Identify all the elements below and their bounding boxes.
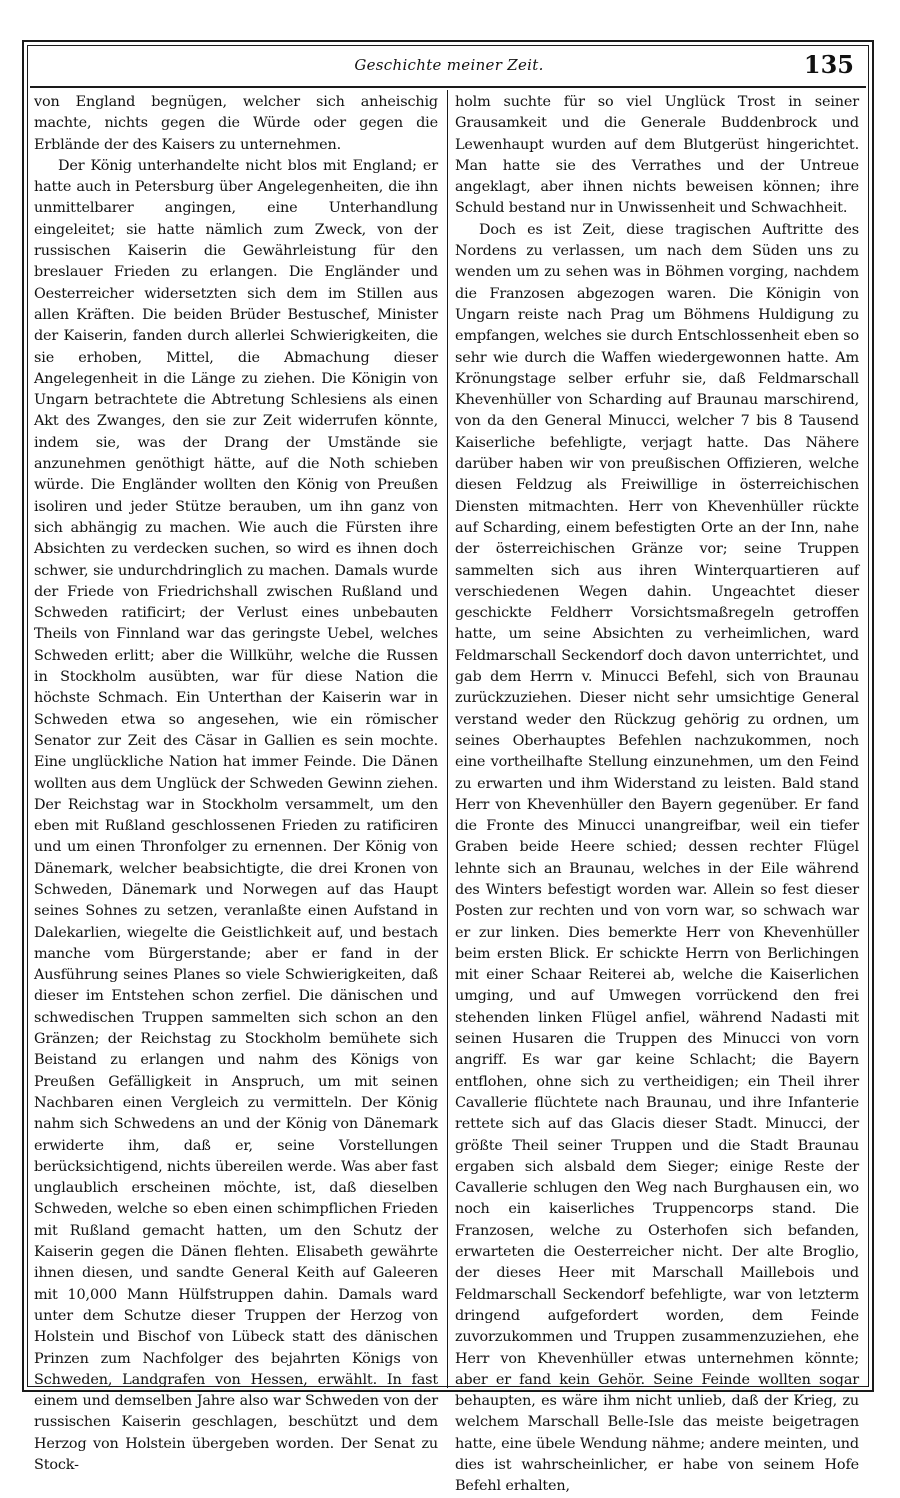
left-column	[34, 92, 438, 1473]
running-title: Geschichte meiner Zeit.	[354, 56, 544, 74]
paragraph: Der König unterhandelte nicht blos mit England; er hatte auch in Petersburg über Angelegenheiten, die ihn unmittelbarer angingen, eine Unterhandlung eingeleitet; sie hatte nämlich zum Zweck, von der russischen Kaiserin die Gewährleistung für den breslauer Frieden zu erlangen. Die Engländer und Oesterreicher widersetzten sich dem im Stillen aus allen Kräften. Die beiden Brüder Bestuschef, Minister der Kaiserin, fanden durch allerlei Schwierigkeiten, die sie erhoben, Mittel, die Abmachung dieser Angelegenheit in die Länge zu ziehen. Die Königin von Ungarn betrachtete die Abtretung Schlesiens als einen Akt des Zwanges, den sie zur Zeit widerrufen könnte, indem sie, was der Drang der Umstände sie anzunehmen genöthigt hätte, auf die Noth schieben würde. Die Engländer wollten den König von Preußen isoliren und jeder Stütze berauben, um ihn ganz von sich abhängig zu machen. Wie auch die Fürsten ihre Absichten zu verdecken suchen, so wird es ihnen doch schwer, sie undurchdringlich zu machen. Damals wurde der Friede von Friedrichshall zwischen Rußland und Schweden ratificirt; der Verlust eines unbebauten Theils von Finnland war das geringste Uebel, welches Schweden erlitt; aber die Willkühr, welche die Russen in Stockholm ausübten, war für diese Nation die höchste Schmach. Ein Unterthan der Kaiserin war in Schweden etwa so angesehen, wie ein römischer Senator zur Zeit des Cäsar in Gallien es sein mochte. Eine unglückliche Nation hat immer Feinde. Die Dänen wollten aus dem Unglück der Schweden Gewinn ziehen. Der Reichstag war in Stockholm versammelt, um den eben mit Rußland geschlossenen Frieden zu ratificiren und um einen Thronfolger zu ernennen. Der König von Dänemark, welcher beabsichtigte, die drei Kronen von Schweden, Dänemark und Norwegen auf das Haupt seines Sohnes zu setzen, veranlaßte einen Aufstand in Dalekarlien, wiegelte die Geistlichkeit auf, und bestach manche vom Bürgerstande; aber er fand in der Ausführung seines Planes so viele Schwierigkeiten, daß dieser im Entstehen schon zerfiel. Die dänischen und schwedischen Truppen sammelten sich schon an den Gränzen; der Reichstag zu Stockholm bemühete sich Beistand zu erlangen und nahm des Königs von Preußen Gefälligkeit in Anspruch, um mit seinen Nachbaren einen Vergleich zu vermitteln. Der König nahm sich Schwedens an und der König von Dänemark erwiderte ihm, daß er, seine Vorstellungen berücksichtigend, nichts übereilen werde. Was aber fast unglaublich erscheinen möchte, ist, daß dieselben Schweden, welche so eben einen schimpflichen Frieden mit Rußland gemacht hatten, um den Schutz der Kaiserin gegen die Dänen flehten. Elisabeth gewährte ihnen diesen, und sandte General Keith auf Galeeren mit 10,000 Mann Hülfstruppen dahin. Damals ward unter dem Schutze dieser Truppen der Herzog von Holstein und Bischof von Lübeck statt des dänischen Prinzen zum Nachfolger des bejahrten Königs von Schweden, Landgrafen von Hessen, erwählt. In fast einem und demselben Jahre also war Schweden von der russischen Kaiserin geschlagen, beschützt und dem Herzog von Holstein übergeben worden. Der Senat zu Stock-	[34, 157, 438, 1473]
page-number: 135	[803, 50, 854, 79]
header-rule	[30, 86, 866, 88]
paragraph: holm suchte für so viel Unglück Trost in seiner Grausamkeit und die Generale Buddenbrock und Lewenhaupt wurden auf dem Blutgerüst hingerichtet. Man hatte sie des Verrathes und der Untreue angeklagt, aber ihnen nichts beweisen können; ihre Schuld bestand nur in Unwissenheit und Schwachheit.	[455, 94, 859, 217]
column-divider	[447, 90, 448, 1388]
paragraph: von England begnügen, welcher sich anheischig machte, nichts gegen die Würde oder gegen die Erblände der des Kaisers zu unternehmen.	[34, 94, 438, 153]
right-column	[455, 92, 859, 1495]
running-head	[30, 50, 868, 88]
paragraph: Doch es ist Zeit, diese tragischen Auftritte des Nordens zu verlassen, um nach dem Süden uns zu wenden um zu sehen was in Böhmen vorging, nachdem die Franzosen abgezogen waren. Die Königin von Ungarn reiste nach Prag um Böhmens Huldigung zu empfangen, welches sie durch Entschlossenheit eben so sehr wie durch die Waffen wiedergewonnen hatte. Am Krönungstage selber erfuhr sie, daß Feldmarschall Khevenhüller von Scharding auf Braunau marschirend, von da den General Minucci, welcher 7 bis 8 Tausend Kaiserliche befehligte, verjagt hatte. Das Nähere darüber haben wir von preußischen Offizieren, welche diesen Feldzug als Freiwillige in österreichischen Diensten mitmachten. Herr von Khevenhüller rückte auf Scharding, einem befestigten Orte an der Inn, nahe der österreichischen Gränze vor; seine Truppen sammelten sich aus ihren Winterquartieren auf verschiedenen Wegen dahin. Ungeachtet dieser geschickte Feldherr Vorsichtsmaßregeln getroffen hatte, um seine Absichten zu verheimlichen, ward Feldmarschall Seckendorf doch davon unterrichtet, und gab dem Herrn v. Minucci Befehl, sich von Braunau zurückzuziehen. Dieser nicht sehr umsichtige General verstand weder den Rückzug gehörig zu ordnen, um seines Oberhauptes Befehlen nachzukommen, noch eine vortheilhafte Stellung einzunehmen, um den Feind zu erwarten und ihm Widerstand zu leisten. Bald stand Herr von Khevenhüller den Bayern gegenüber. Er fand die Fronte des Minucci unangreifbar, weil ein tiefer Graben beide Heere schied; dessen rechter Flügel lehnte sich an Braunau, welches in der Eile während des Winters befestigt worden war. Allein so fest dieser Posten zur rechten und von vorn war, so schwach war er zur linken. Dies bemerkte Herr von Khevenhüller beim ersten Blick. Er schickte Herrn von Berlichingen mit einer Schaar Reiterei ab, welche die Kaiserlichen umging, und auf Umwegen vorrückend den frei stehenden linken Flügel anfiel, während Nadasti mit seinen Husaren die Truppen des Minucci von vorn angriff. Es war gar keine Schlacht; die Bayern entflohen, ohne sich zu vertheidigen; ein Theil ihrer Cavallerie flüchtete nach Braunau, und ihre Infanterie rettete sich auf das Glacis dieser Stadt. Minucci, der größte Theil seiner Truppen und die Stadt Braunau ergaben sich alsbald dem Sieger; einige Reste der Cavallerie schlugen den Weg nach Burghausen ein, wo noch ein kaiserliches Truppencorps stand. Die Franzosen, welche zu Osterhofen sich befanden, erwarteten die Oesterreicher nicht. Der alte Broglio, der dieses Heer mit Marschall Maillebois und Feldmarschall Seckendorf befehligte, war von letzterm dringend aufgefordert worden, dem Feinde zuvorzukommen und Truppen zusammenzuziehen, ehe Herr von Khevenhüller etwas unternehmen könnte; aber er fand kein Gehör. Seine Feinde wollten sogar behaupten, es wäre ihm nicht unlieb, daß der Krieg, zu welchem Marschall Belle-Isle das meiste beigetragen hatte, eine übele Wendung nähme; andere meinten, und dies ist wahrscheinlicher, er habe von seinem Hofe Befehl erhalten,	[455, 221, 859, 1495]
